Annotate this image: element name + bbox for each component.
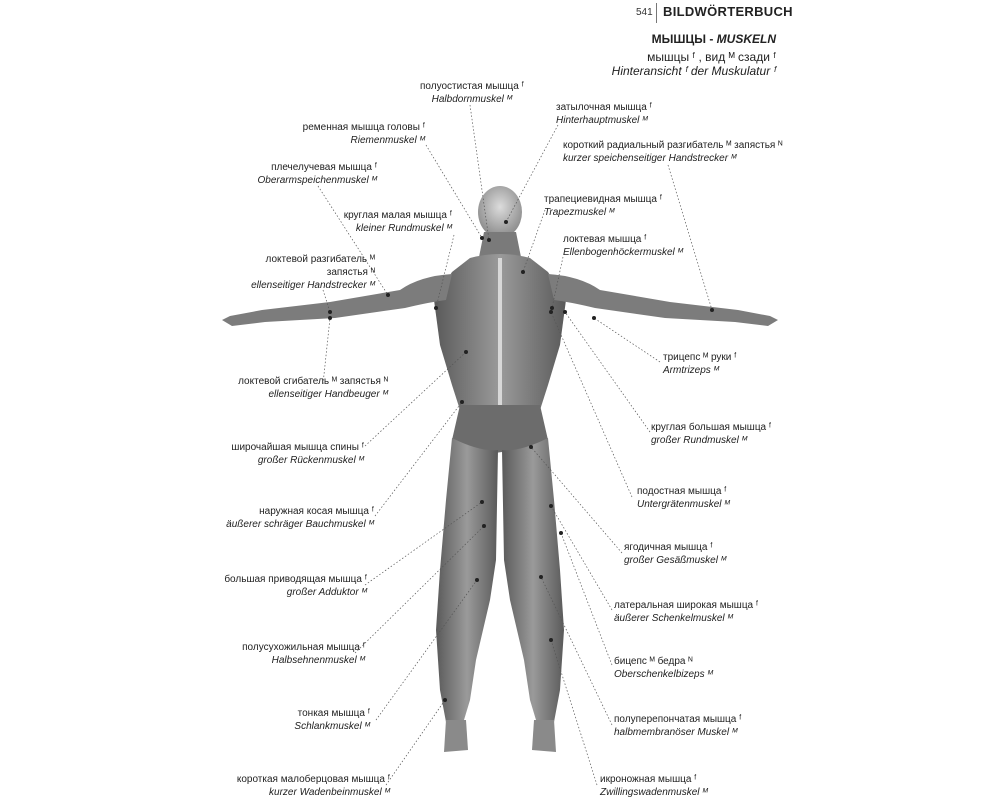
label-zwillings: икроножная мышца ᶠ Zwillingswadenmuskel ᴹ [600,774,708,798]
leader-dot [529,445,533,449]
leader-dot [434,306,438,310]
label-kurzer-speichen: короткий радиальный разгибатель ᴹ запястья ᴺ kurzer speichenseitiger Handstrecker ᴹ [563,140,783,164]
label-adduktor: большая приводящая мышца ᶠ großer Adduktor ᴹ [224,574,367,598]
right-foot [532,720,556,752]
label-ellen-strecker: локтевой разгибатель ᴹ запястья ᴺ ellenseitiger Handstrecker ᴹ [251,254,375,291]
label-trapez: трапециевидная мышца ᶠ Trapezmuskel ᴹ [544,194,663,218]
leader-line [386,700,445,785]
label-schenkel: латеральная широкая мышца ᶠ äußerer Schenkelmuskel ᴹ [614,600,759,624]
leader-dot [386,293,390,297]
leader-line [551,312,632,497]
leader-dot [539,575,543,579]
label-grosser-rund: круглая большая мышца ᶠ großer Rundmuskel ᴹ [651,422,772,446]
label-ellenbogen: локтевая мышца ᶠ Ellenbogenhöckermuskel ᴹ [563,234,684,258]
label-trizeps: трицепс ᴹ руки ᶠ Armtrizeps ᴹ [663,352,737,376]
label-ellen-beuger: локтевой сгибатель ᴹ запястья ᴺ ellenseitiger Handbeuger ᴹ [238,376,388,400]
leader-dot [482,524,486,528]
leader-dot [563,310,567,314]
leader-line [561,533,612,665]
leader-dot [487,238,491,242]
label-kleiner-rund: круглая малая мышца ᶠ kleiner Rundmuskel ᴹ [343,210,452,234]
leader-dot [443,698,447,702]
leader-dot [521,270,525,274]
label-ruecken: широчайшая мышца спины ᶠ großer Rückenmuskel ᴹ [231,442,364,466]
label-halbsehnen: полусухожильная мышца ᶠ Halbsehnenmuskel ᴹ [242,642,365,666]
leader-dot [480,236,484,240]
label-hinterhaupt: затылочная мышца ᶠ Hinterhauptmuskel ᴹ [556,102,652,126]
leader-dot [592,316,596,320]
label-schlank: тонкая мышца ᶠ Schlankmuskel ᴹ [294,708,370,732]
leader-dot [460,400,464,404]
page-number: 541 [636,7,653,18]
leader-dot [549,504,553,508]
right-leg [502,438,564,722]
leader-dot [464,350,468,354]
label-halbmembran: полуперепончатая мышца ᶠ halbmembranöser Muskel ᴹ [614,714,742,738]
label-gesaess: ягодичная мышца ᶠ großer Gesäßmuskel ᴹ [624,542,727,566]
section-title-separator: - [705,32,717,46]
left-leg [436,438,498,722]
leader-dot [710,308,714,312]
book-title: BILDWÖRTERBUCH [663,4,793,19]
left-foot [444,720,468,752]
section-title-ru: МЫШЦЫ [651,32,706,46]
head [478,186,522,238]
leader-line [565,312,650,432]
label-untergraten: подостная мышца ᶠ Untergrätenmuskel ᴹ [637,486,730,510]
leader-dot [480,500,484,504]
label-halbdorn: полуостистая мышца ᶠ Halbdornmuskel ᴹ [420,81,524,105]
label-oberarmspeichen: плечелучевая мышца ᶠ Oberarmspeichenmuskel ᴹ [257,162,377,186]
label-bizeps: бицепс ᴹ бедра ᴺ Oberschenkelbizeps ᴹ [614,656,713,680]
section-subtitle-ru: мышцы ᶠ , вид ᴹ сзади ᶠ [647,50,776,64]
leader-dot [504,220,508,224]
leader-line [594,318,660,362]
label-waden-kurz: короткая малоберцовая мышца ᶠ kurzer Wadenbeinmuskel ᴹ [236,774,390,798]
leader-dot [328,316,332,320]
label-riemen: ременная мышца головы ᶠ Riemenmuskel ᴹ [302,122,425,146]
leader-dot [328,310,332,314]
section-subtitle-de: Hinteransicht ᶠ der Muskulatur ᶠ [611,64,776,78]
label-bauch: наружная косая мышца ᶠ äußerer schräger Bauchmuskel ᴹ [226,506,374,530]
leader-dot [559,531,563,535]
right-arm [548,274,778,326]
leader-dot [549,638,553,642]
section-title-de: MUSKELN [716,32,776,46]
leader-dot [475,578,479,582]
leader-dot [550,306,554,310]
leader-dot [549,310,553,314]
